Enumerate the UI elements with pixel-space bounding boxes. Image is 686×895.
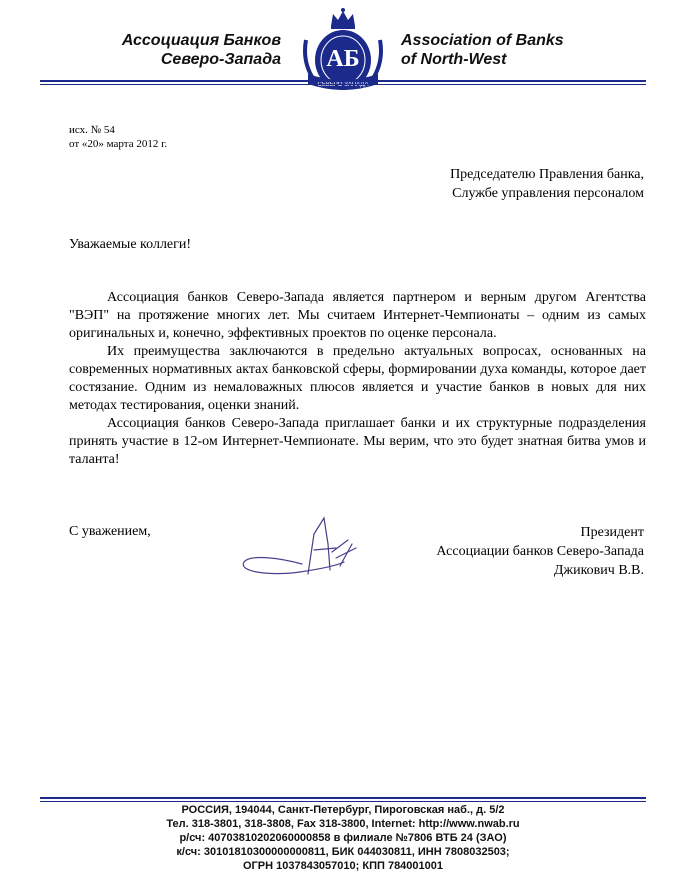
footer-divider-thin	[40, 801, 646, 802]
header-divider	[40, 80, 646, 82]
letter-body	[69, 289, 646, 469]
footer-requisites	[40, 803, 646, 873]
footer-contacts: Тел. 318-3801, 318-3808, Fax 318-3800, Internet: http://www.nwab.ru	[166, 818, 520, 830]
letter-date: от «20» марта 2012 г.	[69, 138, 168, 150]
crown-emblem-icon	[331, 8, 355, 29]
addressee-line2: Службе управления персоналом	[452, 186, 644, 201]
logo-ribbon-text: СЕВЕРО-ЗАПАДА	[317, 82, 369, 88]
handwritten-signature	[240, 514, 360, 580]
footer-divider	[40, 797, 646, 799]
addressee-block	[450, 165, 644, 203]
org-name-en-line1: Association of Banks	[401, 32, 564, 49]
signer-name: Джикович В.В.	[553, 563, 644, 578]
signer-organization: Ассоциации банков Северо-Запада	[436, 544, 644, 559]
org-name-russian	[122, 31, 281, 69]
footer-registration: ОГРН 1037843057010; КПП 784001001	[242, 860, 444, 872]
org-name-english	[401, 31, 564, 69]
logo-monogram: АБ	[326, 46, 360, 72]
signer-block	[436, 523, 644, 580]
org-name-ru-line2: Северо-Запада	[160, 51, 281, 68]
paragraph: Их преимущества заключаются в предельно актуальных вопросах, основанных на современных нормативных актах банковской сферы, формировании духа команды, которое дает состязание. Одним из немаловажных плюсов является и участие банков в новых для них методах тестирования, оценки знаний.	[69, 344, 646, 413]
addressee-line1: Председателю Правления банка,	[450, 167, 644, 182]
greeting: Уважаемые коллеги!	[69, 237, 192, 252]
paragraph: Ассоциация банков Северо-Запада является партнером и верным другом Агентства "ВЭП" на протяжение многих лет. Мы считаем Интернет-Чемпионаты – одним из самых оригинальных и, конечно, эффективных проектов по оценке персонала.	[69, 290, 646, 341]
footer-address: РОССИЯ, 194044, Санкт-Петербург, Пироговская наб., д. 5/2	[181, 804, 505, 816]
org-name-ru-line1: Ассоциация Банков	[121, 32, 281, 49]
header-divider-thin	[40, 84, 646, 85]
footer-correspondent-account: к/сч: 30101810300000000811, БИК 044030811, ИНН 7808032503;	[176, 846, 510, 858]
letter-reference	[69, 123, 167, 151]
org-name-en-line2: of North-West	[401, 51, 507, 68]
paragraph: Ассоциация банков Северо-Запада приглашает банки и их структурные подразделения принять участие в 12-ом Интернет-Чемпионате. Мы верим, что это будет знатная битва умов и таланта!	[69, 416, 646, 467]
outgoing-number: исх. № 54	[69, 124, 115, 136]
closing-phrase: С уважением,	[69, 524, 151, 539]
signer-title: Президент	[580, 525, 644, 540]
footer-settlement-account: р/сч: 40703810202060000858 в филиале №7806 ВТБ 24 (ЗАО)	[179, 832, 507, 844]
